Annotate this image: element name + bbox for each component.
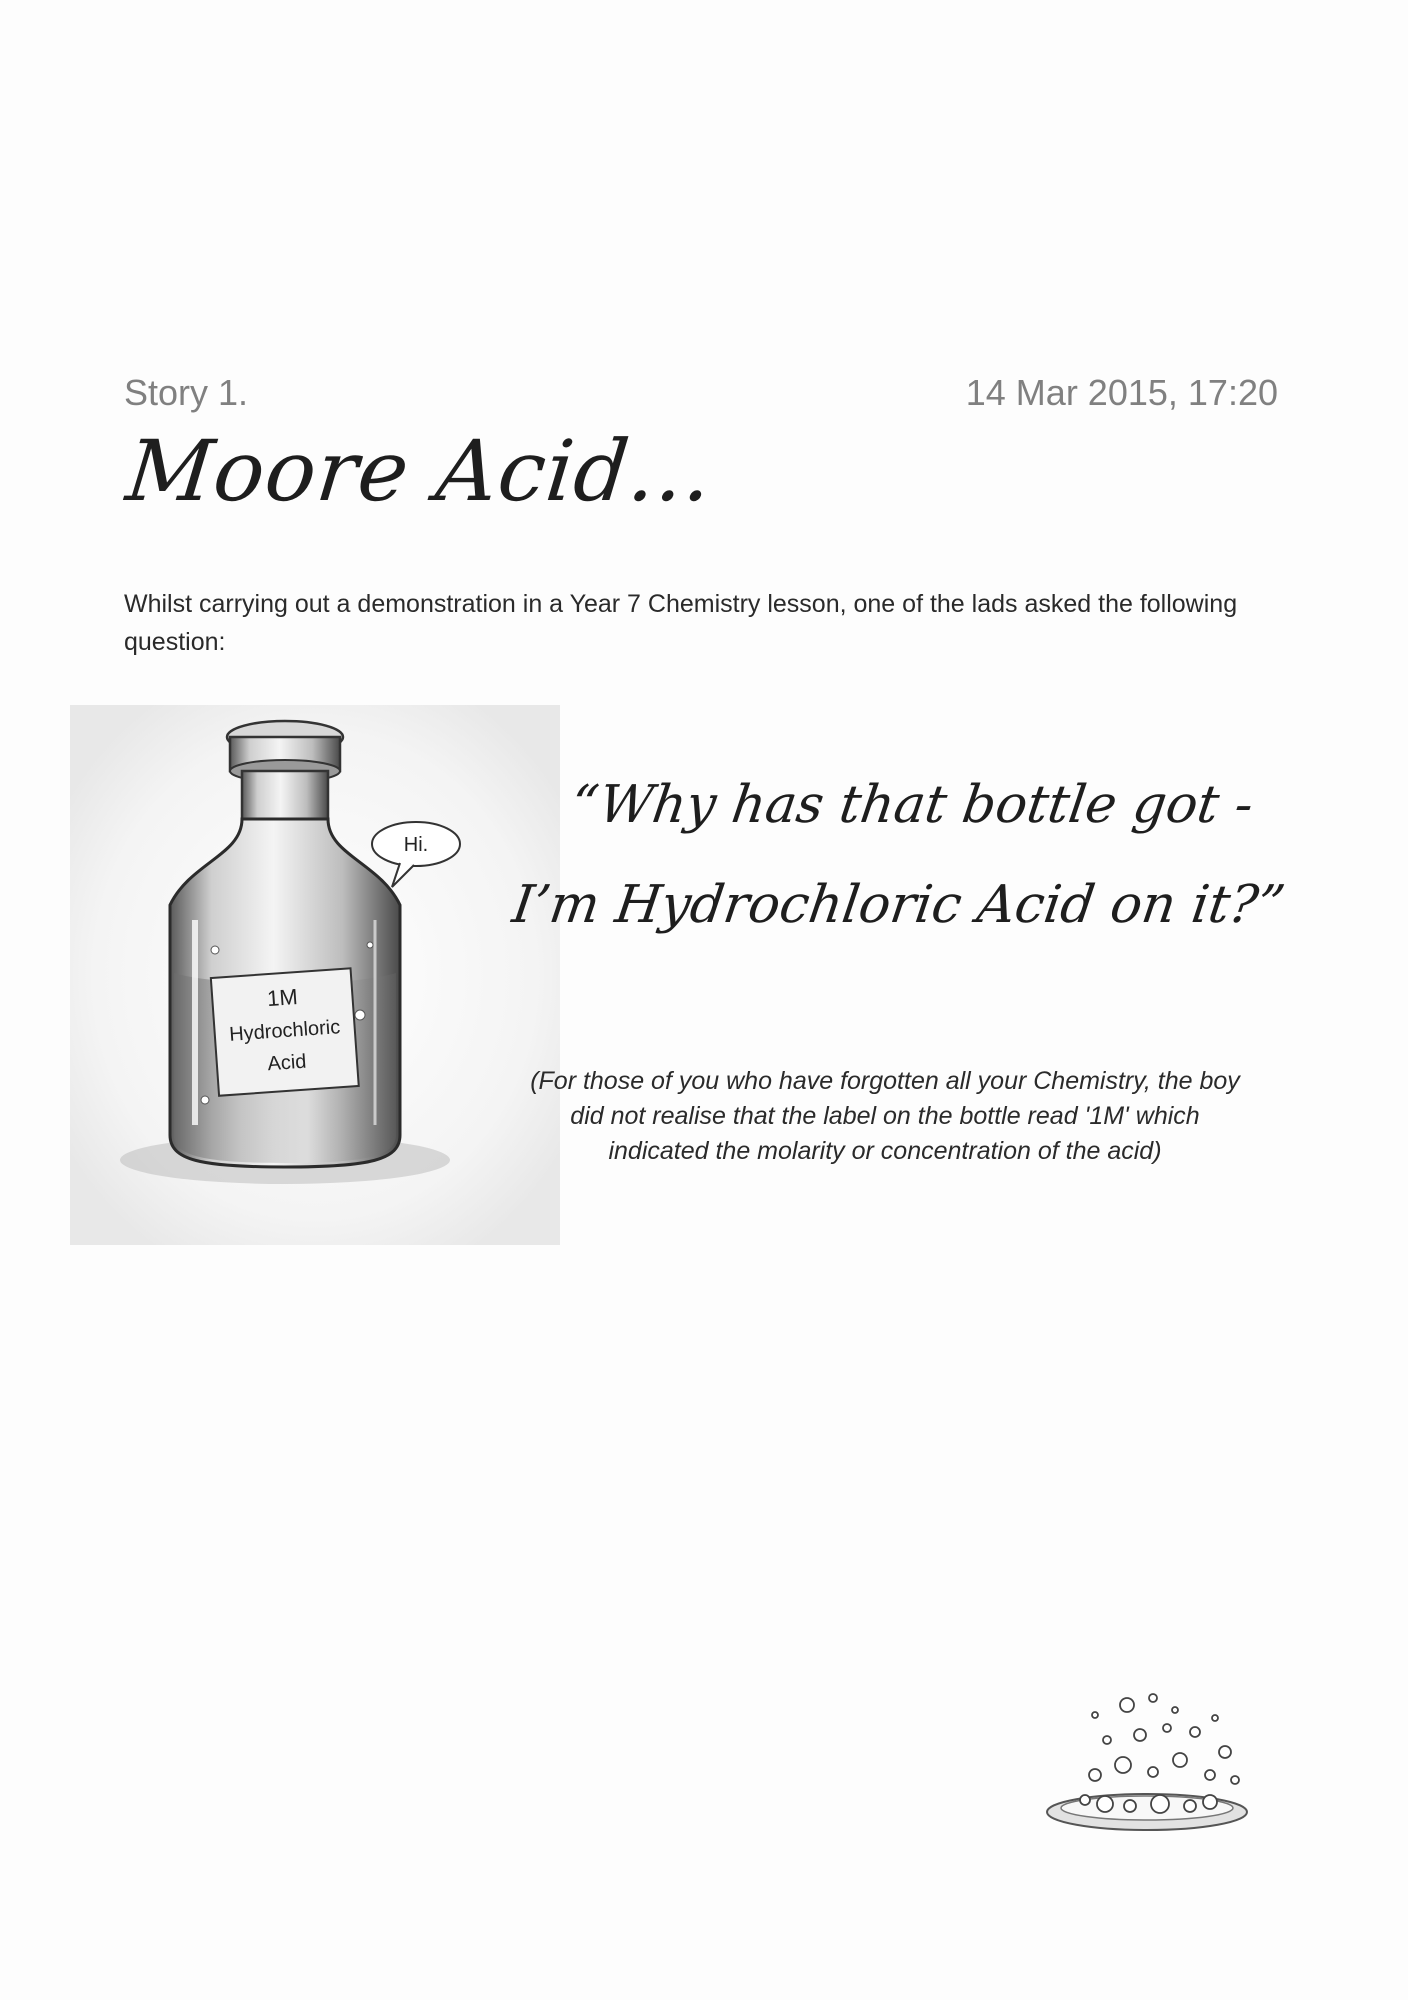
intro-paragraph: Whilst carrying out a demonstration in a Year 7 Chemistry lesson, one of the lads asked the following question: bbox=[124, 590, 1238, 656]
fizzing-bubbles-illustration bbox=[1035, 1680, 1260, 1845]
quote bbox=[506, 755, 1304, 955]
acid-bottle-illustration bbox=[70, 705, 560, 1245]
speech-bubble-text: Hi. bbox=[403, 834, 429, 856]
label-line-2: Hydrochloric bbox=[228, 1016, 341, 1046]
story-number: Story 1. bbox=[124, 372, 249, 413]
label-line-1: 1M bbox=[266, 984, 299, 1012]
quote-line-2: I’m Hydrochloric Acid on it?” bbox=[508, 875, 1289, 935]
quote-line-1: “Why has that bottle got - bbox=[567, 775, 1257, 835]
label-line-3: Acid bbox=[266, 1050, 308, 1076]
timestamp: 14 Mar 2015, 17:20 bbox=[965, 372, 1278, 413]
bottle-stopper bbox=[227, 721, 343, 819]
page-title: Moore Acid... bbox=[122, 422, 718, 520]
bottle-label bbox=[211, 968, 359, 1095]
explanation-note: (For those of you who have forgotten all your Chemistry, the boy did not realise that the label on the bottle read '1M' which indicated the molarity or concentration of the acid) bbox=[530, 1067, 1240, 1165]
